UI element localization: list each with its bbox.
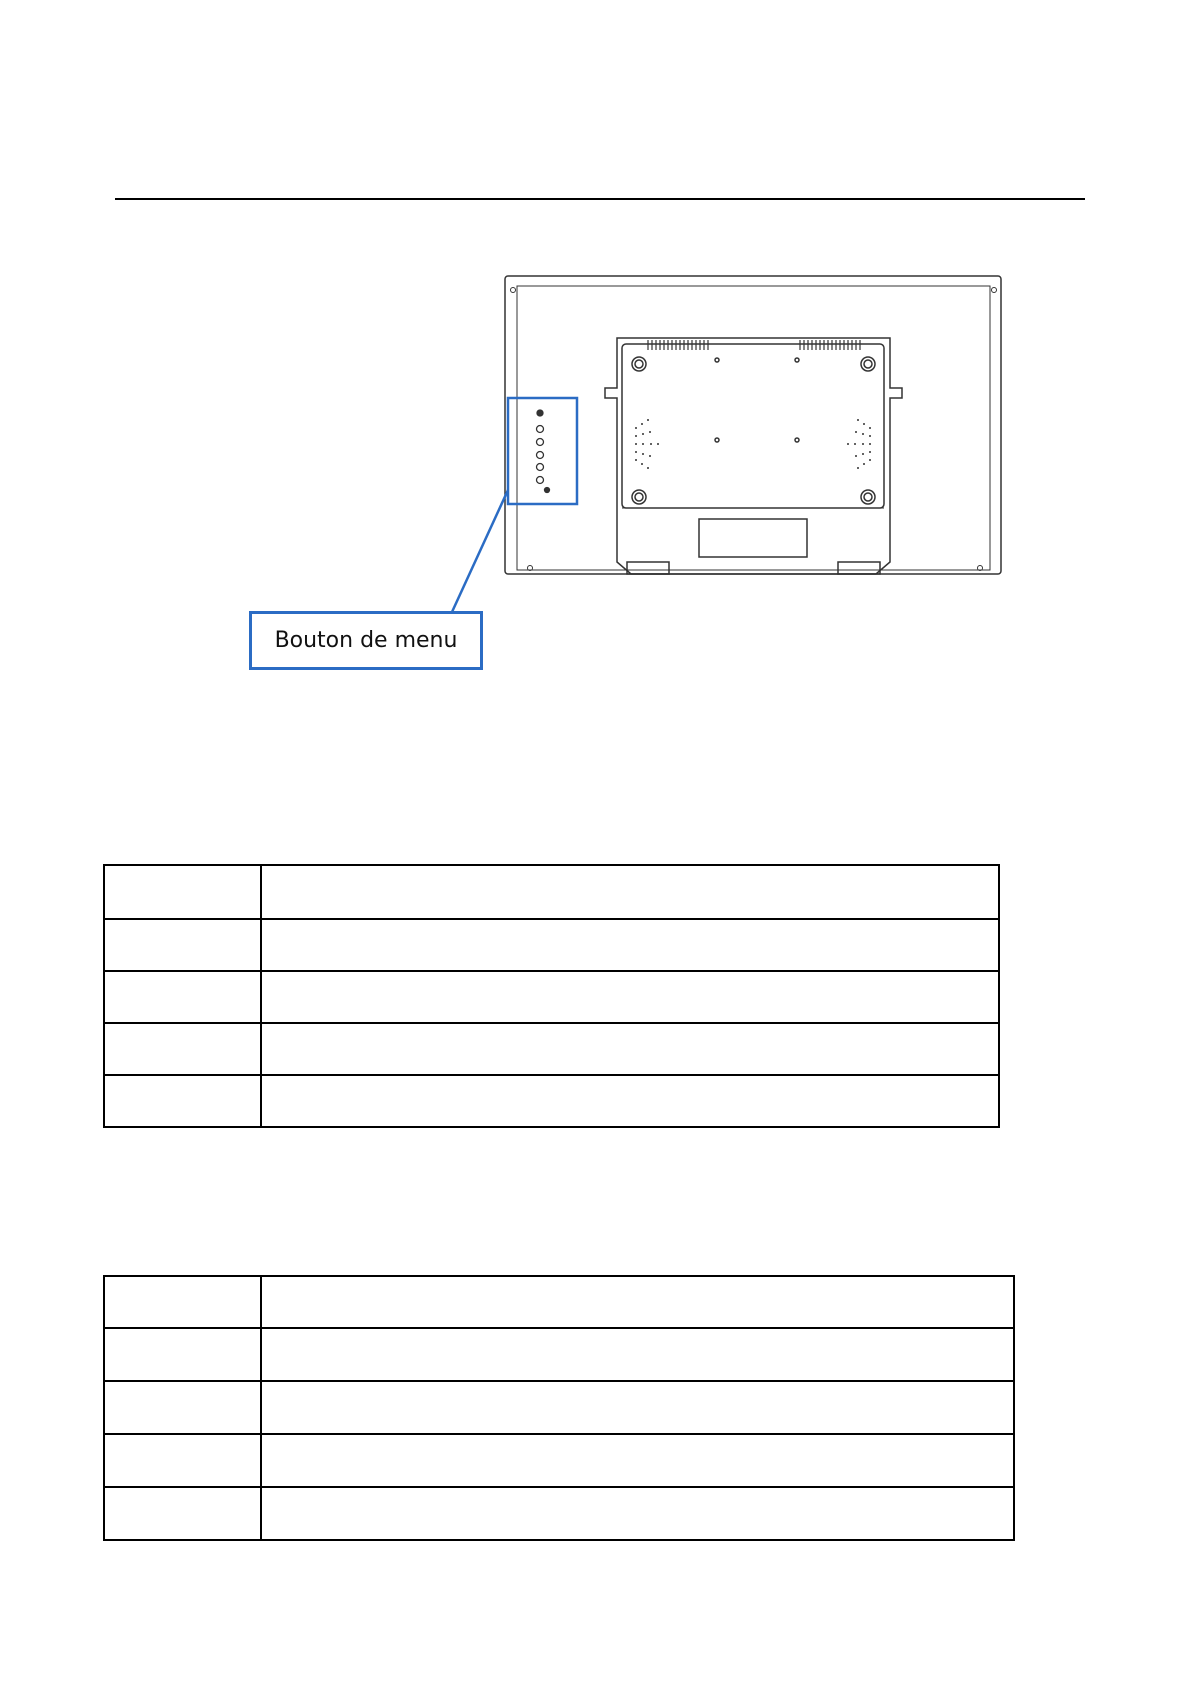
table-cell: [261, 1487, 1014, 1540]
table-cell: [104, 1075, 261, 1127]
monitor-rear-diagram: [0, 0, 1192, 700]
table-cell: [104, 1381, 261, 1434]
table-cell: [261, 919, 999, 971]
menu-button: [537, 452, 544, 459]
table-cell: [261, 865, 999, 919]
menu-button-callout: [249, 611, 483, 670]
mount-hole: [632, 490, 646, 504]
menu-button: [537, 477, 544, 484]
table-row: [104, 1276, 1014, 1328]
table-cell: [104, 1023, 261, 1075]
table-cell: [261, 1276, 1014, 1328]
table-row: [104, 919, 999, 971]
foot-left: [627, 562, 669, 574]
table-row: [104, 865, 999, 919]
table-cell: [104, 1487, 261, 1540]
table-cell: [104, 865, 261, 919]
table-cell: [104, 1434, 261, 1487]
table-row: [104, 971, 999, 1023]
table-cell: [261, 1075, 999, 1127]
table-cell: [261, 1023, 999, 1075]
table-1: [103, 864, 1000, 1128]
mount-hole: [632, 357, 646, 371]
power-button-icon: [537, 410, 543, 416]
menu-button: [537, 426, 544, 433]
table-row: [104, 1381, 1014, 1434]
table-cell: [261, 1434, 1014, 1487]
stand-label-box: [699, 519, 807, 557]
monitor-outer-frame: [505, 276, 1001, 574]
menu-button: [537, 439, 544, 446]
monitor-inner-frame: [517, 286, 990, 570]
table-cell: [261, 1381, 1014, 1434]
mount-hole: [861, 357, 875, 371]
table-cell: [104, 971, 261, 1023]
table-cell: [261, 971, 999, 1023]
callout-label: Bouton de menu: [274, 628, 458, 653]
vesa-plate: [622, 344, 884, 508]
callout-leader-line: [452, 490, 508, 612]
table-row: [104, 1434, 1014, 1487]
table-row: [104, 1075, 999, 1127]
table-row: [104, 1487, 1014, 1540]
table-2: [103, 1275, 1015, 1541]
table-cell: [261, 1328, 1014, 1381]
table-cell: [104, 1276, 261, 1328]
menu-button: [537, 464, 544, 471]
table-cell: [104, 1328, 261, 1381]
foot-right: [838, 562, 880, 574]
table-row: [104, 1023, 999, 1075]
table-cell: [104, 919, 261, 971]
mount-hole: [861, 490, 875, 504]
table-row: [104, 1328, 1014, 1381]
